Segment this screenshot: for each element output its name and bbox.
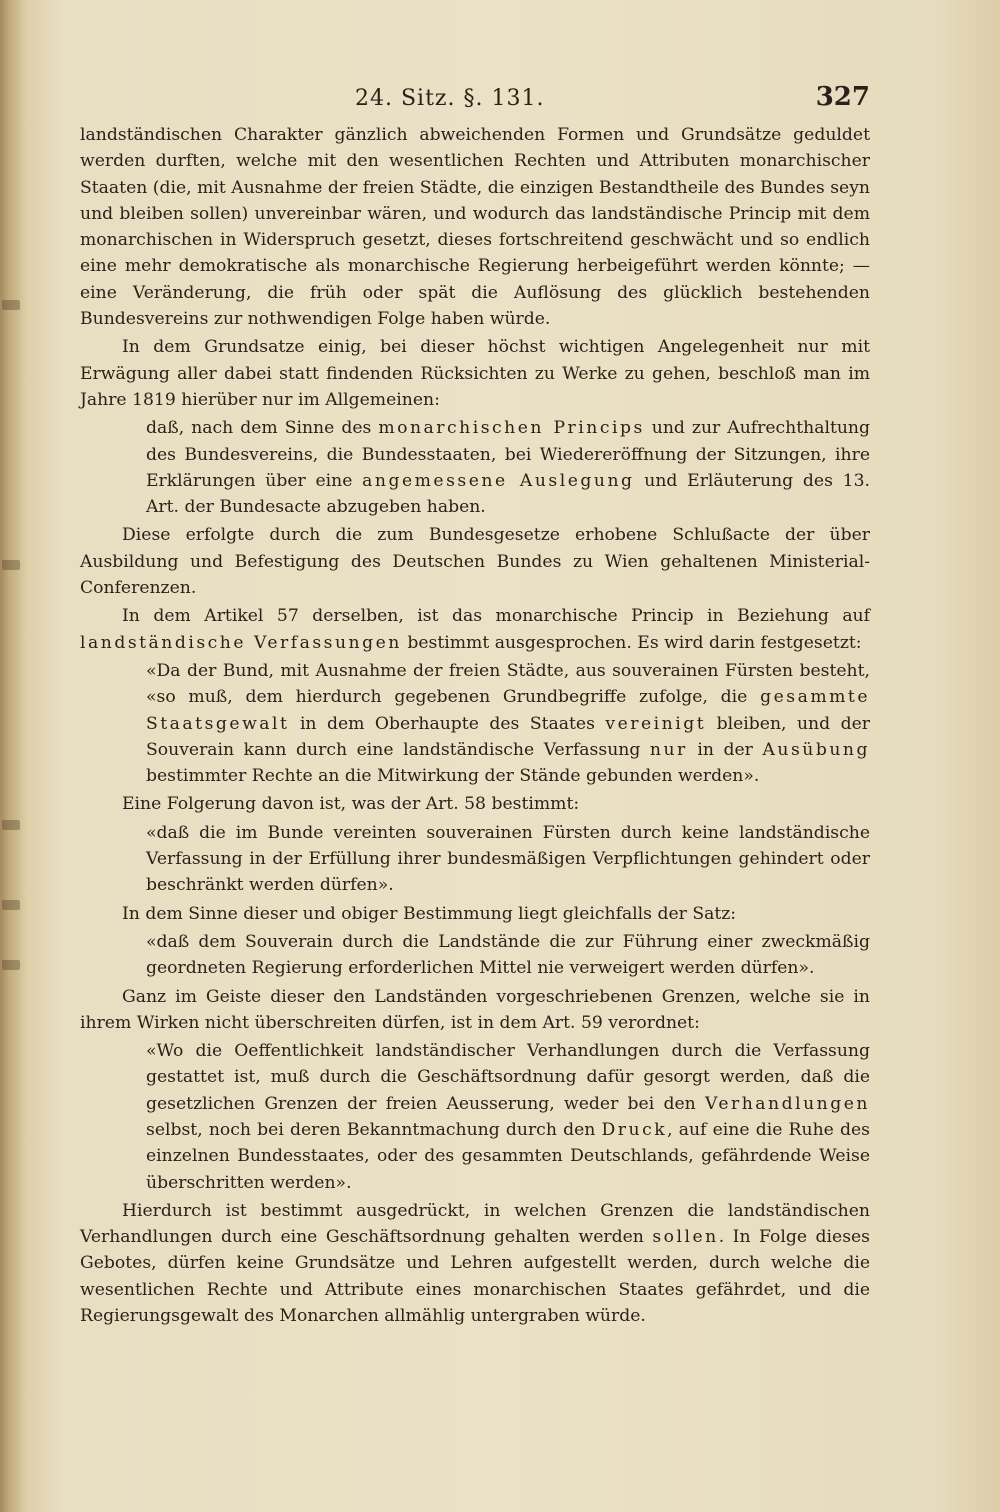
paragraph [80,1198,870,1329]
quotation: «daß die im Bunde vereinten souverainen Fürsten durch keine landständische Verfassung in der Erfüllung ihrer bundesmäßigen Verpflichtungen gehindert oder beschränkt werden dürfen». [146,822,870,896]
quotation: «daß dem Souverain durch die Landstände die zur Führung einer zweckmäßig geordneten Regierung erforderlichen Mittel nie verweigert werden dürfen». [146,931,870,979]
text-span: bestimmt ausgesprochen. Es wird darin festgesetzt: [407,632,862,653]
text-span: Hierdurch ist bestimmt ausgedrückt, in welchen Grenzen die landständischen Verhandlungen durch eine Geschäftsordnung gehalten werden [80,1200,870,1248]
text-span: bleiben, und der Souverain kann durch eine landständische Verfassung [146,713,870,760]
emphasis: vereinigt [605,713,707,734]
emphasis: Druck [601,1119,668,1140]
text-span: und Erläuterung des 13. Art. der Bundesacte abzugeben haben. [146,470,870,518]
text-span: . In Folge dieses Gebotes, dürfen keine Grundsätze und Lehren aufgestellt werden, durch welche die wesentlichen Rechte und Attribute eines monarchischen Staates gefährdet, und die Regierungsgewalt des Monarchen allmählig untergraben würde. [80,1227,871,1327]
page-number: 327 [815,82,870,112]
paragraph: Diese erfolgte durch die zum Bundesgesetze erhobene Schlußacte der über Ausbildung und Befestigung des Deutschen Bundes zu Wien gehaltenen Ministerial-Conferenzen. [80,525,870,599]
running-title: 24. Sitz. §. 131. [355,86,545,111]
text-span: selbst, noch bei deren Bekanntmachung durch den [146,1119,596,1140]
running-header [80,82,870,116]
bleed-mark [2,560,20,570]
text-span: daß, nach dem Sinne des [146,418,372,439]
text-span: «Wo die Oeffentlichkeit landständischer Verhandlungen durch die Verfassung gestattet ist, muß durch die Geschäftsordnung dafür gesorgt werden, daß die gesetzlichen Grenzen der freien Aeusserung, weder bei den [146,1041,870,1114]
text-span: In dem Artikel 57 derselben, ist das monarchische Princip in Beziehung auf [122,606,870,627]
text-span: «Da der Bund, mit Ausnahme der freien Städte, aus souverainen Fürsten besteht, «so muß, dem hierdurch gegebenen Grundbegriffe zufolge, die [146,660,870,708]
bleed-mark [2,820,20,830]
paragraph: Ganz im Geiste dieser den Landständen vorgeschriebenen Grenzen, welche sie in ihrem Wirken nicht überschreiten dürfen, ist in dem Art. 59 verordnet: [80,986,870,1033]
text-span: in der [697,739,753,760]
quotation [80,415,870,520]
bleed-mark [2,960,20,970]
bleed-mark [2,300,20,310]
bleed-mark [2,900,20,910]
paragraph: Eine Folgerung davon ist, was der Art. 58 bestimmt: [122,794,580,815]
text-span: und zur Aufrechthaltung des Bundesvereins, die Bundesstaaten, bei Wiedereröffnung der Sitzungen, ihre Erklärungen über eine [146,418,870,491]
paragraph: In dem Sinne dieser und obiger Bestimmung liegt gleichfalls der Satz: [122,903,737,924]
text-span: in dem Oberhaupte des Staates [299,713,595,734]
text-span: , auf eine die Ruhe des einzelnen Bundesstaates, oder des gesammten Deutschlands, gefährdende Weise überschritten werden». [146,1119,870,1193]
emphasis: nur [649,739,688,760]
page-body [80,122,870,1331]
emphasis: landständische Verfassungen [80,632,402,653]
emphasis: gesammte Staatsgewalt [146,687,870,734]
quotation [80,1038,870,1196]
page-gutter [0,0,26,1512]
paragraph: landständischen Charakter gänzlich abweichenden Formen und Grundsätze geduldet werden durften, welche mit den wesentlichen Rechten und Attributen monarchischer Staaten (die, mit Ausnahme der freien Städte, die einzigen Bestandtheile des Bundes seyn und bleiben sollen) unvereinbar wären, und wodurch das landständische Princip mit dem monarchischen in Widerspruch gesetzt, dieses fortschreitend geschwächt und so endlich eine mehr demokratische als monarchische Regierung herbeigeführt werden könnte; — eine Veränderung, die früh oder spät die Auflösung des glücklich bestehenden Bundesvereins zur nothwendigen Folge haben würde. [80,125,870,330]
text-span: bestimmter Rechte an die Mitwirkung der Stände gebunden werden». [146,766,760,787]
paragraph: In dem Grundsatze einig, bei dieser höchst wichtigen Angelegenheit nur mit Erwägung aller dabei statt findenden Rücksichten zu Werke zu gehen, beschloß man im Jahre 1819 hierüber nur im Allgemeinen: [80,337,870,410]
emphasis: monarchischen Princips [378,418,645,439]
emphasis: Ausübung [762,739,870,760]
paragraph [80,603,870,656]
emphasis: Verhandlungen [705,1093,870,1114]
quotation [80,658,870,789]
emphasis: angemessene Auslegung [362,470,635,491]
emphasis: sollen [652,1227,719,1248]
